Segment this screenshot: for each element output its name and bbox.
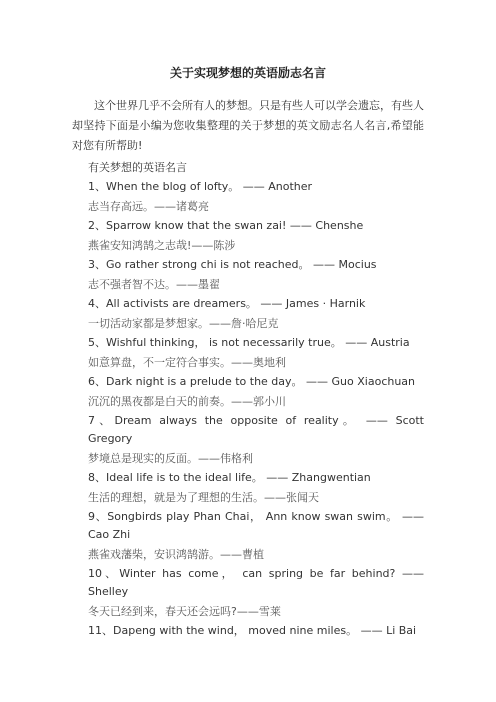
quote-item [72, 469, 424, 508]
quote-english: 2、Sparrow know that the swan zai! —— Chenshe [88, 219, 364, 232]
quote-item [72, 217, 424, 256]
quote-english: 10、Winter has come， can spring be far behind? —— Shelley [88, 567, 424, 598]
quote-chinese: 冬天已经到来，春天还会远吗?——雪莱 [88, 605, 281, 618]
intro-paragraph: 这个世界几乎不会所有人的梦想。只是有些人可以学会遗忘，有些人却坚持下面是小编为您收集整理的关于梦想的英文励志名人名言,希望能对您有所帮助! [72, 99, 424, 152]
quote-list [72, 178, 424, 640]
quote-english: 4、All activists are dreamers。 —— James · Harnik [88, 297, 366, 310]
quote-english: 3、Go rather strong chi is not reached。 —— Mocius [88, 258, 377, 271]
quote-english: 7、Dream always the opposite of reality。 —— Scott Gregory [88, 414, 424, 445]
quote-item [72, 565, 424, 622]
quote-english: 5、Wishful thinking， is not necessarily true。 —— Austria [88, 336, 410, 349]
quote-item [72, 178, 424, 217]
quote-item [72, 373, 424, 412]
quote-english: 1、When the blog of lofty。 —— Another [88, 180, 313, 193]
quote-item [72, 256, 424, 295]
quote-item [72, 412, 424, 469]
quote-item [72, 334, 424, 373]
quote-chinese: 燕雀安知鸿鹄之志哉!——陈涉 [88, 239, 236, 252]
quote-chinese: 生活的理想，就是为了理想的生活。——张闻天 [88, 491, 319, 504]
quote-chinese: 如意算盘，不一定符合事实。——奥地利 [88, 356, 286, 369]
quote-english: 11、Dapeng with the wind， moved nine miles。 —— Li Bai [88, 624, 417, 637]
quote-chinese: 一切活动家都是梦想家。——詹·哈尼克 [88, 317, 279, 330]
quote-chinese: 梦境总是现实的反面。——伟格利 [88, 452, 253, 465]
document-title: 关于实现梦想的英语励志名言 [169, 66, 326, 80]
quote-chinese: 沉沉的黑夜都是白天的前奏。——郭小川 [88, 395, 286, 408]
quote-chinese: 志不强者智不达。——墨翟 [88, 278, 220, 291]
quote-item [72, 295, 424, 334]
quote-chinese: 志当存高远。——诸葛亮 [88, 200, 209, 213]
quote-item [72, 622, 424, 640]
quote-chinese: 燕雀戏藩柴，安识鸿鹄游。——曹植 [88, 548, 264, 561]
section-title: 有关梦想的英语名言 [88, 161, 187, 174]
quote-item [72, 508, 424, 565]
quote-english: 9、Songbirds play Phan Chai， Ann know swan swim。 —— Cao Zhi [88, 510, 424, 541]
quote-english: 6、Dark night is a prelude to the day。 —— Guo Xiaochuan [88, 375, 416, 388]
quote-english: 8、Ideal life is to the ideal life。 —— Zhangwentian [88, 471, 371, 484]
